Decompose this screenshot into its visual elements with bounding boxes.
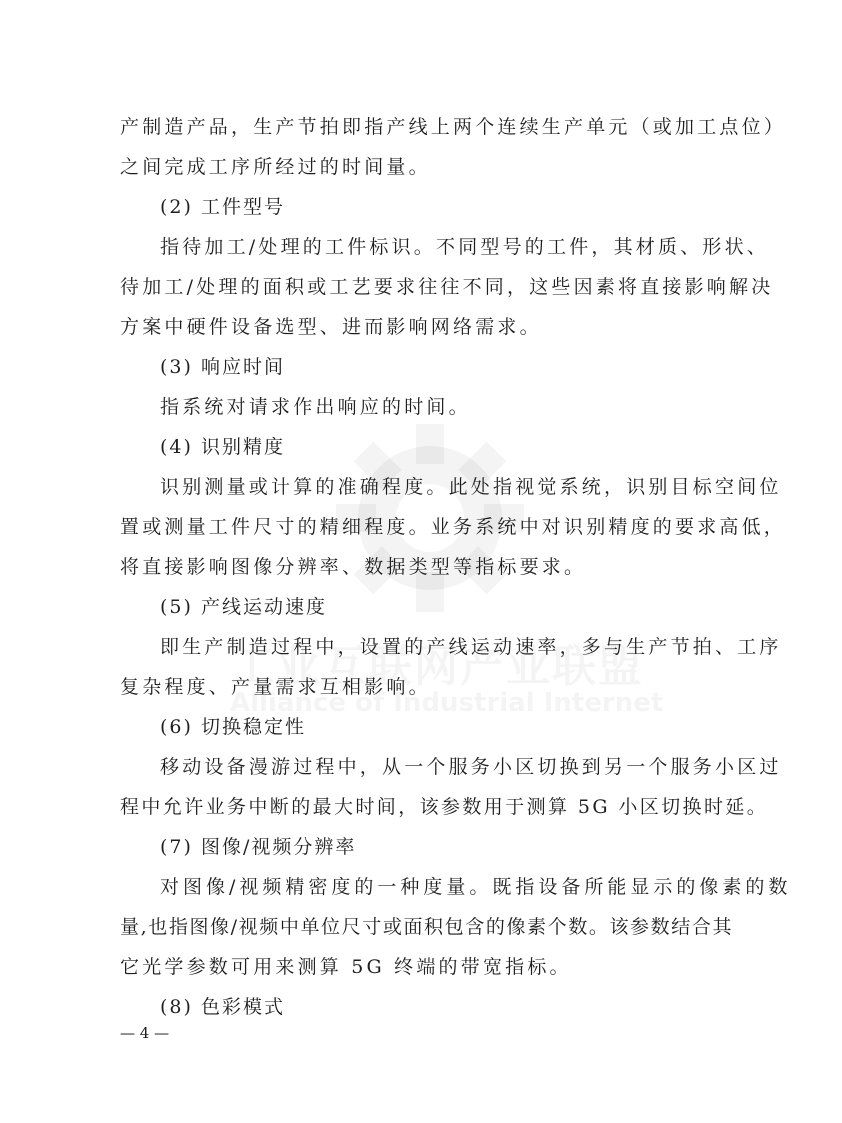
paragraph-first-line: 指待加工/处理的工件标识。不同型号的工件，其材质、形状、 [160,236,770,258]
section-heading: (7) 图像/视频分辨率 [160,836,357,858]
body-line: 量,也指图像/视频中单位尺寸或面积包含的像素个数。该参数结合其 [120,916,734,938]
paragraph-first-line: 指系统对请求作出响应的时间。 [160,396,471,418]
body-line: 之间完成工序所经过的时间量。 [120,156,431,178]
section-heading: (8) 色彩模式 [160,996,285,1018]
page-number: — 4 — [120,1024,170,1042]
body-line: 复杂程度、产量需求互相影响。 [120,676,431,698]
section-heading: (5) 产线运动速度 [160,596,327,618]
paragraph-first-line: 即生产制造过程中，设置的产线运动速率，多与生产节拍、工序 [160,636,782,658]
section-heading: (4) 识别精度 [160,436,285,458]
section-heading: (6) 切换稳定性 [160,716,306,738]
body-line: 方案中硬件设备选型、进而影响网络需求。 [120,316,542,338]
paragraph-first-line: 移动设备漫游过程中，从一个服务小区切换到另一个服务小区过 [160,756,782,778]
section-heading: (2) 工件型号 [160,196,285,218]
paragraph-first-line: 识别测量或计算的准确程度。此处指视觉系统，识别目标空间位 [160,476,782,498]
paragraph-first-line: 对图像/视频精密度的一种度量。既指设备所能显示的像素的数 [160,876,792,898]
body-line: 程中允许业务中断的最大时间，该参数用于测算 5G 小区切换时延。 [120,796,769,818]
body-line: 置或测量工件尺寸的精细程度。业务系统中对识别精度的要求高低， [120,516,787,538]
body-line: 将直接影响图像分辨率、数据类型等指标要求。 [120,556,587,578]
section-heading: (3) 响应时间 [160,356,285,378]
body-line: 产制造产品，生产节拍即指产线上两个连续生产单元（或加工点位） [120,116,787,138]
body-line: 待加工/处理的面积或工艺要求往往不同，这些因素将直接影响解决 [120,276,774,298]
body-line: 它光学参数可用来测算 5G 终端的带宽指标。 [120,956,572,978]
